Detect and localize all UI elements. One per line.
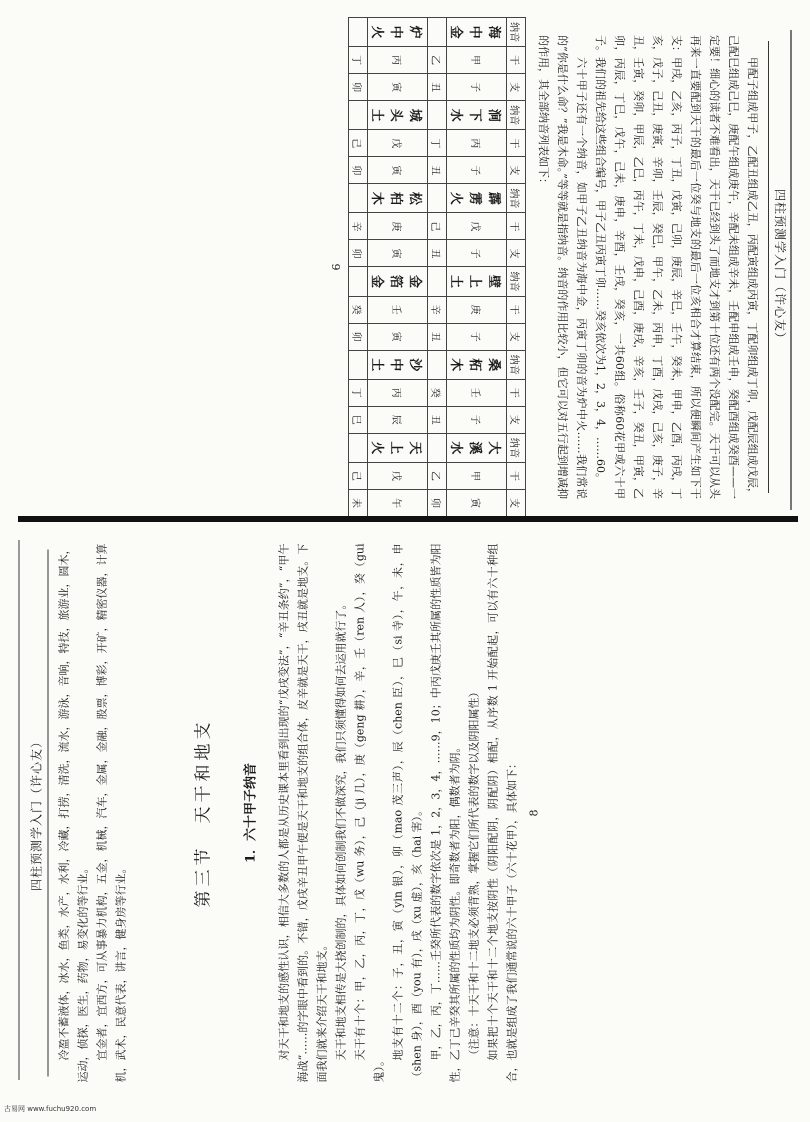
table-cell: 癸	[428, 379, 447, 406]
table-cell: 涧下水	[447, 100, 507, 129]
table-cell: 午	[368, 489, 428, 516]
table-cell: 壬	[368, 296, 428, 323]
table-cell: 己	[428, 212, 447, 239]
watermark-text: 古易网 www.fuchu920.com	[4, 1105, 97, 1113]
table-cell: 纳音	[507, 100, 526, 129]
table-cell: 支	[507, 239, 526, 266]
table-cell: 桑柘木	[447, 350, 507, 379]
table-cell: 纳音	[507, 17, 526, 46]
page-eight	[18, 522, 798, 1104]
table-cell	[349, 17, 368, 46]
table-row	[349, 17, 368, 516]
table-cell: 戊	[447, 212, 507, 239]
table-cell	[428, 183, 447, 212]
body-paragraph: 冷盈不蓄液体，冰水，鱼类，水产，水利，冷藏，打捞，清洗，流水，游泳，音响，特技，旅游业，圆木，运动，侦探，医生，药物，易变化的等行业。	[57, 543, 90, 1083]
table-cell	[349, 350, 368, 379]
table-cell: 寅	[447, 489, 507, 516]
body-paragraph: 天干和地支相传是大挠创制的，具体如何创制我们不做深究，我们只须懂得如何去运用就行了。	[334, 598, 348, 1061]
table-cell: 子	[447, 156, 507, 183]
table-cell: 支	[507, 156, 526, 183]
table-cell: 寅	[368, 73, 428, 100]
table-cell	[428, 17, 447, 46]
table-row	[447, 17, 507, 516]
table-cell: 丑	[428, 239, 447, 266]
nayin-table	[348, 17, 526, 517]
table-cell: 未	[349, 489, 368, 516]
table-cell: 纳音	[507, 433, 526, 462]
table-cell: 丁	[428, 129, 447, 156]
table-cell: 丑	[428, 73, 447, 100]
table-cell	[428, 350, 447, 379]
table-cell	[428, 433, 447, 462]
body-paragraph: 如果把十个天干和十二个地支按阴性（阴阳配阴，阴配阴）相配，从序数 1 开始配起，可以有六十种组合，也就是组成了我们通常说的六十甲子（六十花甲），具体如下：	[486, 543, 519, 1083]
table-cell: 子	[447, 239, 507, 266]
table-cell: 干	[507, 212, 526, 239]
table-cell: 松柏木	[368, 183, 428, 212]
table-cell: 丙	[368, 46, 428, 73]
table-row	[368, 17, 428, 516]
table-cell: 干	[507, 296, 526, 323]
table-cell: 大溪水	[447, 433, 507, 462]
page-nine-content	[23, 17, 793, 517]
table-cell: 卯	[349, 156, 368, 183]
table-cell: 支	[507, 406, 526, 433]
table-cell	[349, 266, 368, 295]
table-header-row	[507, 17, 526, 516]
table-cell: 天上火	[368, 433, 428, 462]
table-cell: 丑	[428, 323, 447, 350]
table-cell: 干	[507, 462, 526, 489]
table-cell: 辛	[428, 296, 447, 323]
table-cell: 子	[447, 406, 507, 433]
table-cell: 干	[507, 129, 526, 156]
section-title: 第三节 天干和地支	[193, 718, 214, 908]
table-cell: 卯	[428, 489, 447, 516]
table-cell: 丙	[368, 379, 428, 406]
page-eight-content	[24, 526, 794, 1101]
table-cell: 海中金	[447, 17, 507, 46]
table-cell: 辛	[349, 212, 368, 239]
table-cell	[349, 183, 368, 212]
table-cell: 庚	[368, 212, 428, 239]
table-cell: 干	[507, 379, 526, 406]
body-paragraph: 对天干和地支的感性认识，相信大多数的人都是从历史课本里看到出现的“戊戌变法”，“辛丑条约”，“甲午海战”……的字眼中看到的。不错，戊戌辛丑甲午便是天干和地支的组合体，皮辛就是天干，戌丑就是地支。下面我们就来介绍天干和地支。	[277, 543, 329, 1083]
table-cell: 城头土	[368, 100, 428, 129]
table-cell	[349, 100, 368, 129]
table-cell: 甲	[447, 462, 507, 489]
running-head: 四柱预测学入门（许心友）	[768, 41, 789, 493]
table-cell: 壬	[447, 379, 507, 406]
table-cell: 丑	[428, 406, 447, 433]
table-cell: 炉中火	[368, 17, 428, 46]
body-paragraph: 天干有十个：甲，乙，丙，丁，戊（wu 务），己（ji 几），庚（geng 耕），辛，壬（ren 人），癸（gui 鬼）。	[353, 543, 386, 1083]
table-cell: 支	[507, 489, 526, 516]
table-cell	[349, 433, 368, 462]
table-cell: 干	[507, 46, 526, 73]
table-cell: 乙	[428, 462, 447, 489]
running-head: 四柱预测学入门（许心友）	[28, 550, 49, 1077]
table-cell: 巳	[349, 406, 368, 433]
table-cell: 沙中土	[368, 350, 428, 379]
table-cell: 支	[507, 73, 526, 100]
table-cell: 寅	[368, 156, 428, 183]
table-cell: 子	[447, 323, 507, 350]
table-cell: 卯	[349, 323, 368, 350]
table-cell: 子	[447, 73, 507, 100]
body-paragraph: 六十甲子还有一个纳音，如甲子乙丑纳音为海中金，丙寅丁卯的音为炉中火……我们常说的“你是什么命？”我是木命。”等等就是指纳音。纳音的作用比较小，但它可以对五行起到增减抑的作用，其全部纳音列表如下：	[537, 34, 588, 499]
table-cell	[428, 100, 447, 129]
body-paragraph: 甲，乙，丙，丁……壬癸所代表的数字依次是 1，2，3，4，……9，10；中丙戊庚壬其所属的性质皆为阳性，乙丁己辛癸其所属的性质均为阴性。即奇数者为阳，偶数者为阴。	[429, 543, 462, 1083]
body-paragraph: 地支有十二个：子，丑，寅（yin 银），卯（mao 茂三声），辰（chen 臣），巳（si 寺），午，未，申（shen 身），酉（you 有），戌（xu 虚），亥（hai 害）。	[391, 543, 424, 1083]
table-cell: 卯	[349, 73, 368, 100]
table-cell: 乙	[428, 46, 447, 73]
table-cell: 辰	[368, 406, 428, 433]
table-cell: 丁	[349, 379, 368, 406]
table-cell: 壁上土	[447, 266, 507, 295]
table-cell: 甲	[447, 46, 507, 73]
table-cell: 金箔金	[368, 266, 428, 295]
body-paragraph: 甲配子组成甲子，乙配丑组成乙丑，丙配寅组成丙寅，丁配卯组成丁卯，戊配辰组成戊辰，己配巳组成己巳，庚配午组成庚午，辛配未组成辛未，壬配申组成壬申，癸配酉组成癸酉——一定要！细心的读者不难看出，天干已经到头了而地支才到第十位还有两个没配完。天干可以从头再来一直要配到天干的最后一位癸与地支的最后一位亥相合才算结束，所以便瞬间产生如下干支：甲戌，乙亥，丙子，丁丑，戊寅，己卯，庚辰，辛巳，壬午，癸未，甲申，乙酉，丙戌，丁亥，戊子，己丑，庚寅，辛卯，壬辰，癸巳，甲午，乙未，丙申，丁酉，戊戌，己亥，庚子，辛丑，壬寅，癸卯，甲辰，乙巳，丙午，丁未，戊申，己酉，庚戌，辛亥，壬子，癸丑，甲寅，乙卯，丙辰，丁巳，戊午，己未，庚申，辛酉，壬戌，癸亥，一共60组。俗称60花甲或六十甲子。我们的祖先给这些组合编号，甲子乙丑丙寅丁卯……癸亥依次为1，2，3，4，……60。	[594, 34, 759, 499]
table-cell: 卯	[349, 239, 368, 266]
table-cell: 丙	[447, 129, 507, 156]
subsection-title: 1．六十甲子纳音	[243, 762, 259, 864]
page-number: 9	[329, 263, 342, 270]
table-cell: 纳音	[507, 266, 526, 295]
body-paragraph: 宜金者，宜西方，可从事暴力机构，五金，机械，汽车，金属，金融，股票，博彩，开矿，精密仪器，计算机，武术，民意代表，讲言，健身房等行业。	[95, 543, 128, 1083]
table-cell: 纳音	[507, 350, 526, 379]
table-cell: 寅	[368, 323, 428, 350]
table-cell: 癸	[349, 296, 368, 323]
table-cell	[428, 266, 447, 295]
table-cell: 庚	[447, 296, 507, 323]
table-cell: 支	[507, 323, 526, 350]
table-cell: 丁	[349, 46, 368, 73]
table-cell: 己	[349, 129, 368, 156]
table-row	[428, 17, 447, 516]
body-paragraph: （注意：十天干和十二地支必须背熟，掌握它们所代表的数字以及阴阳属性）	[467, 686, 481, 1061]
table-cell: 己	[349, 462, 368, 489]
table-cell: 寅	[368, 239, 428, 266]
table-cell: 戊	[368, 462, 428, 489]
table-cell: 纳音	[507, 183, 526, 212]
page-nine	[18, 14, 798, 519]
page-number: 8	[527, 809, 541, 817]
table-cell: 霹雳火	[447, 183, 507, 212]
table-cell: 丑	[428, 156, 447, 183]
table-cell: 戊	[368, 129, 428, 156]
